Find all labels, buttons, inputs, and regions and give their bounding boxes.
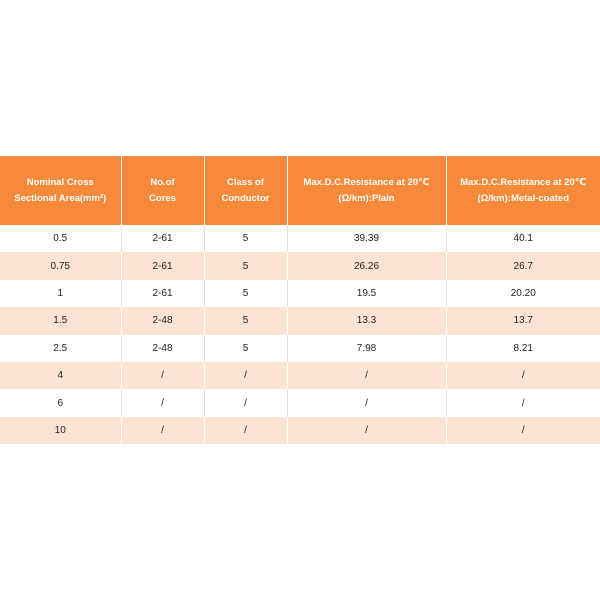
cell-class: /: [204, 362, 287, 389]
cell-resistance-metal-coated: /: [446, 362, 600, 389]
cell-class: 5: [204, 252, 287, 279]
header-class-of-conductor: [204, 156, 287, 225]
table-row: [0, 307, 600, 334]
cell-cores: 2-48: [121, 307, 204, 334]
cell-class: 5: [204, 225, 287, 252]
cell-area: 1.5: [0, 307, 121, 334]
header-line: Nominal Cross: [26, 176, 94, 188]
table-row: [0, 280, 600, 307]
cell-area: 0.5: [0, 225, 121, 252]
table-row: [0, 362, 600, 389]
header-line: (Ω/km):Metal-coated: [477, 192, 570, 204]
cell-resistance-metal-coated: 40.1: [446, 225, 600, 252]
cell-resistance-metal-coated: 8.21: [446, 335, 600, 362]
header-line: Max.D.C.Resistance at 20℃: [460, 176, 587, 188]
header-line: Cores: [149, 192, 176, 204]
cell-resistance-metal-coated: /: [446, 389, 600, 416]
cell-resistance-plain: 7.98: [287, 335, 446, 362]
header-line: Sectional Area(mm²): [14, 192, 107, 204]
cell-resistance-metal-coated: 26.7: [446, 252, 600, 279]
header-cross-sectional-area: [0, 156, 121, 225]
cell-resistance-metal-coated: /: [446, 417, 600, 444]
header-resistance-metal-coated: [446, 156, 600, 225]
cell-cores: 2-61: [121, 252, 204, 279]
cell-class: /: [204, 389, 287, 416]
cell-area: 1: [0, 280, 121, 307]
cell-cores: /: [121, 417, 204, 444]
cable-spec-table: [0, 156, 600, 444]
cell-cores: 2-61: [121, 225, 204, 252]
cell-resistance-plain: /: [287, 389, 446, 416]
header-line: Class of: [227, 176, 264, 188]
table-row: [0, 417, 600, 444]
cell-cores: /: [121, 389, 204, 416]
cell-area: 0.75: [0, 252, 121, 279]
cell-cores: 2-61: [121, 280, 204, 307]
header-line: (Ω/km):Plain: [338, 192, 395, 204]
cell-class: 5: [204, 335, 287, 362]
cell-class: 5: [204, 280, 287, 307]
header-line: Conductor: [221, 192, 270, 204]
cell-area: 4: [0, 362, 121, 389]
header-resistance-plain: [287, 156, 446, 225]
cell-area: 10: [0, 417, 121, 444]
cell-resistance-plain: 19.5: [287, 280, 446, 307]
table-row: [0, 389, 600, 416]
table-header: [0, 156, 600, 225]
cell-area: 6: [0, 389, 121, 416]
table-row: [0, 335, 600, 362]
cell-class: /: [204, 417, 287, 444]
cell-resistance-plain: /: [287, 417, 446, 444]
cell-resistance-plain: /: [287, 362, 446, 389]
cell-resistance-plain: 13.3: [287, 307, 446, 334]
header-line: No.of: [150, 176, 175, 188]
cell-resistance-plain: 39.39: [287, 225, 446, 252]
table-row: [0, 252, 600, 279]
table-body: [0, 225, 600, 444]
cell-resistance-metal-coated: 13.7: [446, 307, 600, 334]
cell-cores: 2-48: [121, 335, 204, 362]
header-no-of-cores: [121, 156, 204, 225]
header-line: Max.D.C.Resistance at 20℃: [303, 176, 430, 188]
cell-area: 2.5: [0, 335, 121, 362]
cell-resistance-metal-coated: 20.20: [446, 280, 600, 307]
cell-resistance-plain: 26.26: [287, 252, 446, 279]
cell-cores: /: [121, 362, 204, 389]
cell-class: 5: [204, 307, 287, 334]
table-row: [0, 225, 600, 252]
header-row: [0, 156, 600, 225]
